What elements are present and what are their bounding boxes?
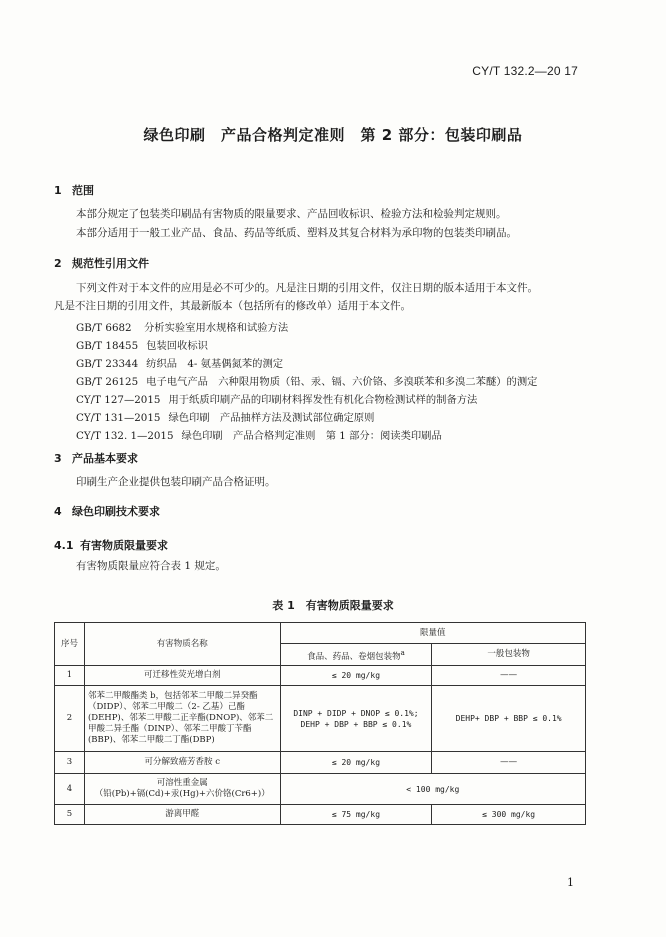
reference-title: 绿色印刷 产品抽样方法及测试部位确定原则 bbox=[168, 412, 375, 424]
table-caption: 表 1 有害物质限量要求 bbox=[272, 599, 394, 612]
section-2-heading bbox=[54, 255, 149, 271]
reference-item bbox=[76, 409, 374, 424]
reference-title: 电子电气产品 六种限用物质（铅、汞、镉、六价铬、多溴联苯和多溴二苯醚）的测定 bbox=[146, 376, 538, 388]
cell-name: 可分解致癌芳香胺 c bbox=[84, 752, 280, 774]
cell-name bbox=[84, 774, 280, 805]
cell-food: ≤ 20 mg/kg bbox=[280, 752, 432, 774]
paragraph: 凡是不注日期的引用文件，其最新版本（包括所有的修改单）适用于本文件。 bbox=[54, 300, 411, 312]
reference-title: 纺织品 4- 氨基偶氮苯的测定 bbox=[146, 358, 284, 370]
reference-code: GB/T 26125 bbox=[76, 376, 139, 388]
page-number: 1 bbox=[567, 876, 574, 889]
header-name: 有害物质名称 bbox=[84, 623, 280, 666]
cell-seq: 1 bbox=[55, 666, 85, 686]
cell-name-line: （铅(Pb)+镉(Cd)+汞(Hg)+六价铬(Cr6+)） bbox=[94, 789, 270, 799]
section-title: 范围 bbox=[72, 184, 94, 197]
section-title: 产品基本要求 bbox=[72, 452, 138, 465]
cell-seq: 5 bbox=[55, 805, 85, 825]
limits-table bbox=[54, 622, 586, 825]
section-title: 有害物质限量要求 bbox=[80, 539, 168, 552]
paragraph: 印刷生产企业提供包装印刷产品合格证明。 bbox=[76, 476, 276, 488]
reference-item bbox=[76, 319, 288, 334]
header-food bbox=[280, 644, 432, 666]
section-number: 4.1 bbox=[54, 539, 74, 552]
reference-item bbox=[76, 427, 442, 442]
reference-item bbox=[76, 337, 208, 352]
paragraph: 有害物质限量应符合表 1 规定。 bbox=[76, 560, 226, 572]
reference-title: 用于纸质印刷产品的印刷材料挥发性有机化合物检测试样的制备方法 bbox=[168, 394, 478, 406]
page-title: 绿色印刷 产品合格判定准则 第 2 部分：包装印刷品 bbox=[143, 126, 523, 144]
header-general: 一般包装物 bbox=[432, 644, 586, 666]
paragraph: 下列文件对于本文件的应用是必不可少的。凡是注日期的引用文件，仅注日期的版本适用于本文件。 bbox=[76, 282, 538, 294]
reference-title: 分析实验室用水规格和试验方法 bbox=[144, 322, 289, 334]
cell-name-line: 可溶性重金属 bbox=[156, 778, 208, 788]
table-row bbox=[55, 774, 586, 805]
cell-name: 可迁移性荧光增白剂 bbox=[84, 666, 280, 686]
section-3-heading bbox=[54, 450, 138, 466]
section-4-heading bbox=[54, 503, 160, 519]
cell-name: 邻苯二甲酸酯类 b，包括邻苯二甲酸二异癸酯（DIDP）、邻苯二甲酸二（2- 乙基）己酯(DEHP)、邻苯二甲酸二正辛酯(DNOP)、邻苯二甲酸二异壬酯（DINP）、邻苯二甲酸丁苄酯(BBP)、邻苯二甲酸二丁酯(DBP) bbox=[84, 686, 280, 752]
section-number: 3 bbox=[54, 452, 62, 465]
section-title: 绿色印刷技术要求 bbox=[72, 505, 160, 518]
cell-food: ≤ 20 mg/kg bbox=[280, 666, 432, 686]
reference-title: 包装回收标识 bbox=[146, 340, 208, 352]
table-row bbox=[55, 805, 586, 825]
reference-code: CY/T 132. 1—2015 bbox=[76, 430, 174, 442]
cell-general: ≤ 300 mg/kg bbox=[432, 805, 586, 825]
paragraph: 本部分适用于一般工业产品、食品、药品等纸质、塑料及其复合材料为承印物的包装类印刷品。 bbox=[76, 227, 517, 239]
table-row bbox=[55, 686, 586, 752]
reference-title: 绿色印刷 产品合格判定准则 第 1 部分：阅读类印刷品 bbox=[181, 430, 442, 442]
section-number: 2 bbox=[54, 257, 62, 270]
header-limit: 限量值 bbox=[280, 623, 585, 644]
paragraph: 本部分规定了包装类印刷品有害物质的限量要求、产品回收标识、检验方法和检验判定规则。 bbox=[76, 208, 507, 220]
section-number: 1 bbox=[54, 184, 62, 197]
cell-food: DINP + DIDP + DNOP ≤ 0.1%; DEHP + DBP + BBP ≤ 0.1% bbox=[280, 686, 432, 752]
cell-general: —— bbox=[432, 752, 586, 774]
header-food-label: 食品、药品、卷烟包装物 bbox=[307, 651, 401, 662]
section-title: 规范性引用文件 bbox=[72, 257, 149, 270]
table-row bbox=[55, 752, 586, 774]
subsection-4-1-heading bbox=[54, 537, 168, 553]
cell-general: DEHP+ DBP + BBP ≤ 0.1% bbox=[432, 686, 586, 752]
section-1-heading bbox=[54, 182, 94, 198]
cell-food: ≤ 75 mg/kg bbox=[280, 805, 432, 825]
reference-item bbox=[76, 373, 537, 388]
table-row bbox=[55, 666, 586, 686]
header-seq: 序号 bbox=[55, 623, 85, 666]
reference-code: CY/T 127—2015 bbox=[76, 394, 161, 406]
footnote-mark: a bbox=[400, 647, 405, 657]
reference-code: GB/T 23344 bbox=[76, 358, 139, 370]
cell-general: —— bbox=[432, 666, 586, 686]
cell-merged-limit: < 100 mg/kg bbox=[280, 774, 585, 805]
cell-seq: 2 bbox=[55, 686, 85, 752]
reference-code: GB/T 6682 bbox=[76, 322, 132, 334]
cell-seq: 4 bbox=[55, 774, 85, 805]
section-number: 4 bbox=[54, 505, 62, 518]
reference-item bbox=[76, 355, 283, 370]
cell-seq: 3 bbox=[55, 752, 85, 774]
reference-code: CY/T 131—2015 bbox=[76, 412, 161, 424]
doc-code: CY/T 132.2—20 17 bbox=[472, 64, 578, 78]
cell-name: 游离甲醛 bbox=[84, 805, 280, 825]
reference-code: GB/T 18455 bbox=[76, 340, 139, 352]
reference-item bbox=[76, 391, 477, 406]
